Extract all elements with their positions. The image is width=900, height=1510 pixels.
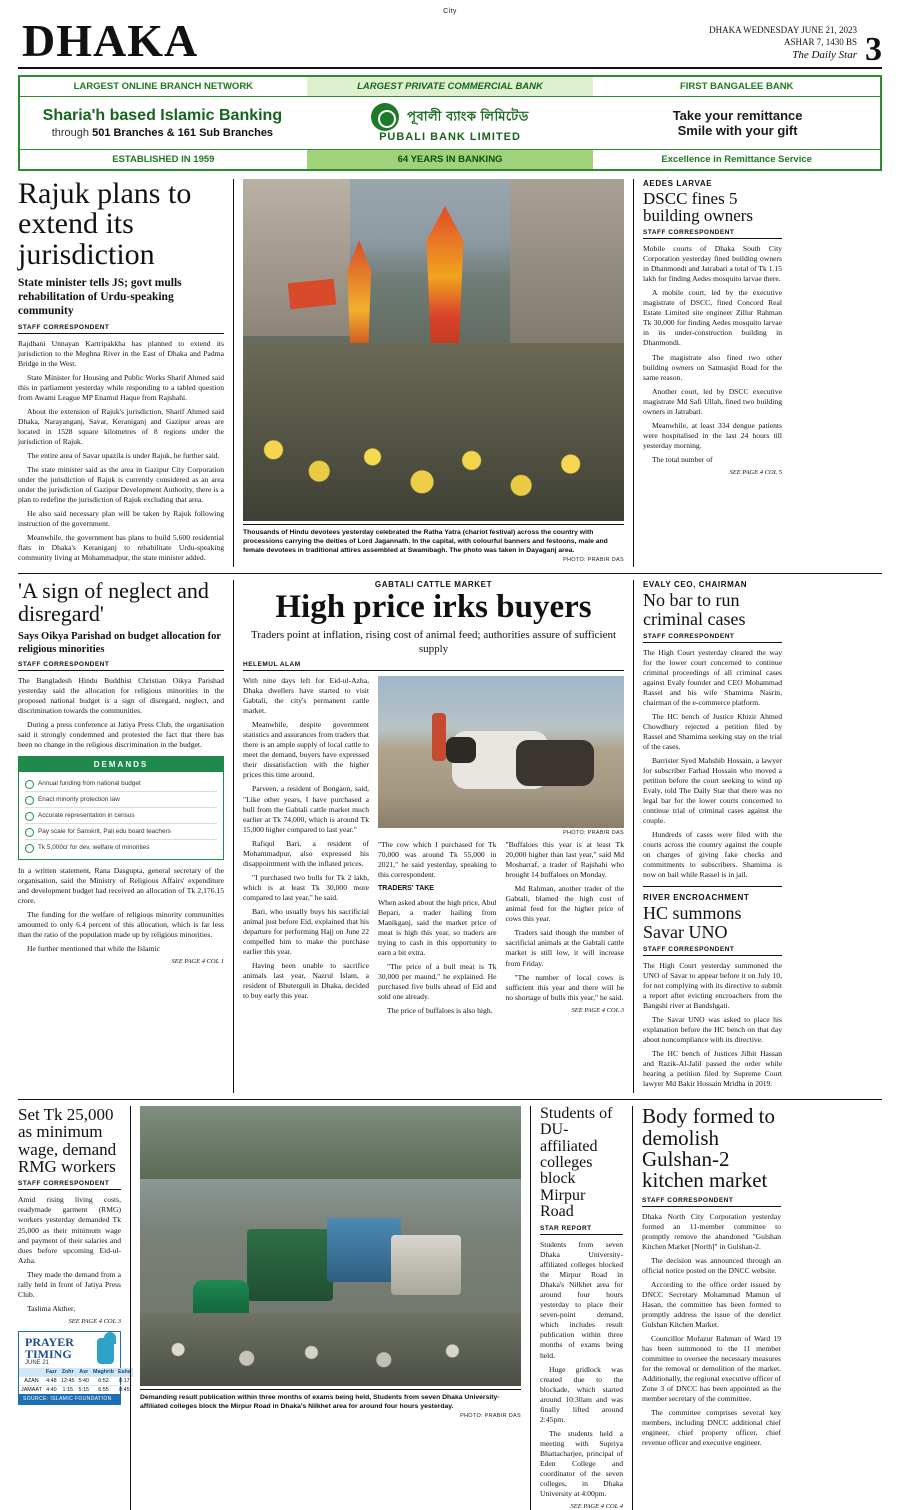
bank-name-bn: পূবালী ব্যাংক লিমিটেড	[407, 108, 529, 124]
lead-para: He also said necessary plan will be taken by Rajuk following instruction of the government.	[18, 509, 224, 529]
mirpur-para: Students from seven Dhaka University-affiliated colleges blocked the Mirpur Road in Dhaka's Nilkhet area for around four hours yesterday to place their seven-point demand, which includes result publication within three months of exams being held.	[540, 1240, 623, 1360]
section-label: City	[443, 8, 457, 15]
masthead-rule	[18, 67, 882, 69]
right-column-divider	[643, 886, 782, 887]
neglect-para: The Bangladesh Hindu Buddhist Christian Oikya Parishad yesterday said the allocation for religious minorities in the proposed national budget is a sign of disregard, neglect, and discrimination towards the communities.	[18, 676, 224, 716]
aedes-kicker: AEDES LARVAE	[643, 178, 713, 188]
gabtali-deck: Traders point at inflation, rising cost of animal feed; authorities assure of sufficient supply	[250, 628, 617, 655]
demand-item: Pay scale for Sanskrit, Pali edu board teachers	[25, 824, 217, 840]
lead-subhead: State minister tells JS; govt mulls rehabilitation of Urdu-speaking community	[18, 277, 182, 318]
gabtali-para: Parveen, a resident of Bongaon, said, "Like other years, I have purchased a bull from the Gabtali cattle market much earlier at Tk 74,000, which is around Tk 15,000 higher compared to last year."	[243, 784, 369, 834]
rmg-para: Amid rising living costs, readymade garment (RMG) workers yesterday demanded Tk 25,000 as their minimum wage and payment of their salaries and dues before upcoming Eid-ul-Azha.	[18, 1195, 121, 1265]
neglect-para2: The funding for the welfare of religious minority communities amounted to only 6.4 percent of this allocation, which is far less than the ratio of the population made up by religious minorities.	[18, 910, 224, 940]
traders-take-subhead: TRADERS' TAKE	[378, 885, 434, 893]
river-headline: HC summons Savar UNO	[643, 903, 742, 942]
main-photo-credit: PHOTO: PRABIR DAS	[563, 557, 624, 564]
pubali-logo-icon	[371, 103, 399, 131]
masthead	[0, 15, 900, 67]
prayer-col-header: Fazr	[45, 1368, 57, 1375]
aedes-para: The total number of	[652, 454, 713, 464]
demand-item: Accurate representation in census	[25, 808, 217, 824]
neglect-byline: STAFF CORRESPONDENT	[18, 661, 224, 671]
prayer-cell: 4:48	[44, 1376, 59, 1385]
gabtali-para: When asked about the high price, Abul Bepari, a trader hailing from Manikganj, said the market price of meat is high this year, so traders are trying to cash in this opportunity to earn a bit extra.	[378, 897, 497, 957]
section-rule-1	[18, 573, 882, 574]
rmg-byline: STAFF CORRESPONDENT	[18, 1180, 121, 1190]
rmg-headline: Set Tk 25,000 as minimum wage, demand RMG workers	[18, 1105, 117, 1177]
river-kicker: RIVER ENCROACHMENT	[643, 893, 750, 903]
river-para: The HC bench of Justices Jilhit Hassan and Razik-Al-Jalil passed the order while hearing a petition filed by Supreme Court lawyer Md Bakir Hossain Mridha in 2019.	[643, 1049, 782, 1089]
advertisement-banner[interactable]	[18, 75, 882, 171]
evaly-para: The High Court yesterday cleared the way for the lower court concerned to continue criminal proceedings of all criminal cases against Evaly founder and CEO Mohammad Rassel and his wife Shamima Nasrin, chairman of the e-commerce platform.	[643, 647, 782, 707]
bank-name-en: PUBALI BANK LIMITED	[379, 130, 521, 143]
ad-right-line1: Take your remittance	[672, 107, 803, 123]
demands-list	[19, 772, 223, 859]
prayer-cell: 12:45	[60, 1377, 75, 1384]
gulshan-para: According to the office order issued by DNCC Secretary Mohammad Mamun ul Hasan, the committee has been formed to promptly address the issue of the derelict Gulshan Kitchen Market.	[642, 1279, 781, 1329]
prayer-cell: 8:45	[116, 1385, 133, 1394]
gulshan-para: The decision was announced through an official notice posted on the DNCC website.	[642, 1255, 781, 1275]
aedes-para: Meanwhile, at least 334 dengue patients were hospitalised in the last 24 hours till yesterday morning.	[643, 420, 782, 450]
gulshan-para: The committee comprises several key members, including DNCC additional chief engineer, chief property officer, chief revenue officer and executive engineer.	[642, 1408, 781, 1448]
gabtali-para: "Buffaloes this year is at least Tk 20,000 higher than last year," said Md Mosharraf, a trader of Rajshahi who brought 14 buffaloes on Monday.	[505, 840, 624, 880]
ad-bottom-left: ESTABLISHED IN 1959	[112, 153, 215, 165]
ad-top-right: FIRST BANGALEE BANK	[679, 80, 794, 92]
ad-top-mid: LARGEST PRIVATE COMMERCIAL BANK	[307, 77, 594, 96]
aedes-para: Mobile courts of Dhaka South City Corporation yesterday fined building owners in Dhanmondi and Jatrabari a total of Tk 1.15 lakh for finding Aedes mosquito larvae there.	[643, 244, 782, 284]
neglect-seepage[interactable]: SEE PAGE 4 COL 1	[171, 958, 224, 966]
demands-title: DEMANDS	[19, 757, 223, 772]
ad-left-line1: Sharia'h based Islamic Banking	[42, 106, 283, 124]
evaly-para: The HC bench of Justice Khizir Ahmed Chowdhury rejected a petition filed by Rassel and Shamima seeking stay on the trial of the cases.	[643, 711, 782, 752]
evaly-para: Barrister Syed Mahshib Hossain, a lawyer for subscriber Farhad Hossain who moved a petition before the court seeking to wind up Evaly, told The Daily Star that there was no legal bar for the lower courts concerned to continue trial of criminal cases against the couple.	[643, 756, 782, 826]
gulshan-para: Councillor Mofazur Rahman of Ward 19 has been summoned to the 11 member committee to oversee the necessary measures for the removal or demolition of the market. Additionally, the regional executive officer of Zone 3 of DNCC has been appointed as the member secretary of the committee.	[642, 1333, 781, 1404]
gabtali-para: "The price of a bull meat is Tk 30,000 per maund," he explained. He purchased five bulls ahead of Eid and sold one already.	[378, 961, 497, 1001]
demands-box	[18, 756, 224, 860]
lead-para: The entire area of Savar upazila is under Rajuk, he further said.	[27, 451, 220, 461]
table-row	[19, 1385, 133, 1394]
paper-name: The Daily Star	[792, 48, 857, 61]
prayer-col-header: Zohr	[59, 1368, 77, 1377]
mirpur-headline: Students of DU-affiliated colleges block Mirpur Road	[540, 1105, 613, 1221]
prayer-title: PRAYER TIMING	[25, 1334, 74, 1361]
gabtali-para: Meanwhile, despite government statistics and assurances from traders that there is an ample supply of local cattle to meet the demand, buyers have expressed their dissatisfaction with the higher prices this time around.	[243, 720, 369, 780]
prayer-cell: 1:15	[59, 1385, 77, 1394]
evaly-headline: No bar to run criminal cases	[643, 590, 746, 629]
prayer-row-label: AZAN	[19, 1376, 44, 1385]
mirpur-para: Huge gridlock was created due to the blockade, which started around 10:30am and was finally lifted around 2:45pm.	[540, 1364, 623, 1424]
lead-para: About the extension of Rajuk's jurisdiction, Sharif Ahmed said Dhaka, Narayanganj, Savar, Keraniganj and Gazipur areas are located in 1528 square kilometres of 8 regions under the jurisdiction of Rajuk.	[18, 406, 224, 446]
mirpur-byline: STAR REPORT	[540, 1225, 623, 1235]
bottom-photo-credit: PHOTO: PRABIR DAS	[460, 1413, 521, 1420]
gabtali-para: Rafiqul Bari, a resident of Mohammadpur, also expressed his disappointment with the inflated prices.	[243, 838, 369, 868]
gabtali-headline: High price irks buyers	[275, 589, 592, 626]
neglect-para2: He further mentioned that while the Islamic	[27, 944, 160, 954]
prayer-row-label: JAMAAT	[21, 1386, 42, 1393]
prayer-timing-box	[18, 1331, 131, 1405]
lead-byline: STAFF CORRESPONDENT	[18, 324, 224, 334]
gabtali-para: Traders said though the number of sacrificial animals at the Gabtali cattle market is still low, it will increase from Friday.	[505, 928, 624, 968]
gulshan-para: Dhaka North City Corporation yesterday formed an 11-member committee to promptly remove the abandoned "Gulshan Kitchen Market [North]" in Gulshan-2.	[642, 1211, 781, 1251]
prayer-source: SOURCE: ISLAMIC FOUNDATION	[19, 1394, 120, 1404]
gabtali-para: With nine days left for Eid-ul-Azha, Dhaka dwellers have started to visit Gabtali, the city's permanent cattle market.	[243, 676, 369, 716]
gabtali-seepage[interactable]: SEE PAGE 4 COL 3	[571, 1006, 624, 1014]
gabtali-para: Having been unable to sacrifice animals last year, Nazrul Islam, a resident of Bhuterguli in Dhaka, decided to buy early this year.	[243, 960, 369, 1000]
neglect-headline: 'A sign of neglect and disregard'	[18, 578, 209, 626]
aedes-seepage[interactable]: SEE PAGE 4 COL 5	[729, 468, 782, 476]
lead-para: Meanwhile, the government has plans to build 5,600 residential flats in Dhaka's Keraniganj to rehabilitate Urdu-speaking community living at Mohammadpur, the state minister added.	[18, 533, 224, 563]
prayer-col-header: Maghrib	[92, 1368, 114, 1375]
gabtali-para: Md Rahman, another trader of the Gabtali, blamed the high cost of animal feed for the higher price of cows this year.	[505, 884, 624, 924]
mosque-icon	[97, 1338, 114, 1364]
ad-top-left: LARGEST ONLINE BRANCH NETWORK	[73, 80, 254, 92]
demand-item: Tk 5,000cr for dev, welfare of minorities	[25, 840, 217, 855]
mirpur-para: The students held a meeting with Supriya Bhattacharjee, principal of Eden College and coordinator of the seven colleges, in Dhaka University at 4:00pm.	[540, 1428, 623, 1498]
gabtali-para: "The cow which I purchased for Tk 70,000 was around Tk 55,000 in 2021," he said yesterday, speaking to this correspondent.	[378, 840, 497, 880]
aedes-para: A mobile court, led by the executive magistrate of DSCC, fined Concord Real Estate Limited site engineer Zillur Rahman Tk 30,000 for finding Aedes mosquito larvae in its under-construction building in Dhanmondi.	[643, 288, 782, 348]
ad-bottom-mid: 64 YEARS IN BANKING	[307, 150, 594, 169]
aedes-headline: DSCC fines 5 building owners	[643, 188, 754, 226]
neglect-subhead: Says Oikya Parishad on budget allocation for religious minorities	[18, 631, 221, 655]
section-rule-2	[18, 1099, 882, 1100]
demand-item: Annual funding from national budget	[25, 776, 217, 792]
date-line-1: DHAKA WEDNESDAY JUNE 21, 2023	[709, 24, 857, 35]
rmg-para: Taslima Akther,	[27, 1303, 76, 1313]
lead-para: Rajdhani Unnayan Kartripakkha has planned to extend its jurisdiction to the Meghna River in the East of Dhaka and Padma Bridge in the West.	[18, 338, 224, 368]
lead-headline: Rajuk plans to extend its jurisdiction	[18, 176, 192, 271]
lead-para: State Minister for Housing and Public Works Sharif Ahmed said this in parliament yesterday while responding to a tabled question from Awami League MP Enamul Haque from Rajshahi.	[18, 372, 224, 402]
prayer-col-header: Esha	[117, 1368, 131, 1375]
ad-right-line2: Smile with your gift	[677, 122, 798, 138]
prayer-cell: 5:40	[78, 1377, 89, 1384]
gabtali-para: Bari, who usually buys his sacrificial animal just before Eid, explained that his departure for performing Hajj on June 22 compelled him to make the purchase earlier this year.	[243, 906, 369, 956]
mirpur-seepage[interactable]: SEE PAGE 4 COL 4	[570, 1502, 623, 1510]
masthead-date	[709, 24, 857, 63]
river-para: The High Court yesterday summoned the UNO of Savar to appear before it on July 10, for not complying with its directive to submit a report after evicting encroachers from the Bangshi river at Bandshgati.	[643, 960, 782, 1011]
gabtali-kicker: GABTALI CATTLE MARKET	[374, 580, 493, 590]
page-number: 3	[865, 30, 882, 68]
evaly-kicker: EVALY CEO, CHAIRMAN	[643, 580, 748, 590]
prayer-cell: 4:40	[44, 1385, 59, 1394]
gabtali-photo-credit: PHOTO: PRABIR DAS	[563, 830, 624, 837]
bottom-photo-caption: Demanding result publication within three months of exams being held, Students from seven Dhaka University-affiliated colleges block the Mirpur Road in Dhaka's Nilkhet area for around four hours yesterday.	[140, 1389, 521, 1411]
demand-item: Enact minority protection law	[25, 792, 217, 808]
prayer-cell: 6:55	[91, 1385, 116, 1394]
prayer-col-header: Asr	[76, 1368, 91, 1377]
gabtali-para: The price of buffaloes is also high.	[387, 1005, 493, 1015]
evaly-para: Hundreds of cases were filed with the courts across the country against the couple on charges of giving fake checks and commitments to subscribers. Shamima is now on bail while Rassel is in jail.	[643, 830, 782, 880]
river-para: The Savar UNO was asked to place his explanation before the HC bench on that day about noncompliance with its directive.	[643, 1015, 782, 1045]
mirpur-road-photo	[140, 1106, 521, 1386]
evaly-byline: STAFF CORRESPONDENT	[643, 633, 782, 643]
gabtali-byline: HELEMUL ALAM	[243, 661, 624, 671]
river-byline: STAFF CORRESPONDENT	[643, 946, 782, 956]
ad-left-line2-bold: 501 Branches & 161 Sub Branches	[92, 126, 274, 139]
prayer-cell: 8:17	[116, 1376, 133, 1385]
aedes-para: The magistrate also fined two other building owners on Satmasjid Road for the same reason.	[643, 352, 782, 382]
cattle-market-photo	[378, 676, 624, 828]
rmg-seepage[interactable]: SEE PAGE 4 COL 3	[68, 1317, 121, 1325]
rmg-para: They made the demand from a rally held in front of Jatiya Press Club.	[18, 1269, 121, 1299]
gabtali-para: "The number of local cows is sufficient this year and there will be no shortage of bulls this year," he said.	[505, 972, 624, 1002]
prayer-timing-table	[19, 1368, 133, 1394]
prayer-cell: 5:15	[78, 1386, 89, 1393]
ad-left-line2-pre: through	[51, 126, 93, 139]
main-photo-caption: Thousands of Hindu devotees yesterday celebrated the Ratha Yatra (chariot festival) across the country with processions carrying the deities of Lord Jagannath. In the capital, with colourful banners and festoons, male and female devotees in traditional attires assembled at Swamibagh. The photo was taken in Dayaganj area.	[243, 524, 624, 556]
prayer-date: JUNE 21	[25, 1359, 50, 1366]
prayer-cell: 6:52	[91, 1376, 116, 1385]
date-line-2: ASHAR 7, 1430 BS	[783, 36, 857, 47]
table-row	[19, 1376, 133, 1385]
neglect-para: During a press conference at Jatiya Press Club, the organisation said it strongly condemned and protested the fact that there has been no change in the religious discrimination in the budget.	[18, 720, 224, 750]
aedes-byline: STAFF CORRESPONDENT	[643, 229, 782, 239]
gabtali-para: "I purchased two bulls for Tk 2 lakh, which is at least Tk 30,000 more compared to last year," he said.	[243, 872, 369, 902]
aedes-para: Another court, led by DSCC executive magistrate Md Safi Ullah, fined two building owners in Jatrabari.	[643, 386, 782, 416]
ratha-yatra-photo	[243, 179, 624, 521]
gulshan-byline: STAFF CORRESPONDENT	[642, 1197, 781, 1207]
gulshan-headline: Body formed to demolish Gulshan-2 kitchen market	[642, 1104, 775, 1193]
neglect-para2: In a written statement, Rana Dasgupta, general secretary of the organisation, said the Ministry of Religious Affairs' expenditure and development budget had received an allocation of Tk 2,176.15 crore.	[18, 866, 224, 906]
masthead-title: DHAKA	[22, 15, 199, 66]
lead-para: The state minister said as the area in Gazipur City Corporation under the jurisdiction of Rajuk is currently considered as an area under the jurisdiction of Gazipur Development Authority, there is a plan to redefine the jurisdiction of Rajuk excluding that area.	[18, 465, 224, 505]
ad-bottom-right: Excellence in Remittance Service	[661, 153, 812, 165]
ad-left-line2	[26, 127, 299, 139]
